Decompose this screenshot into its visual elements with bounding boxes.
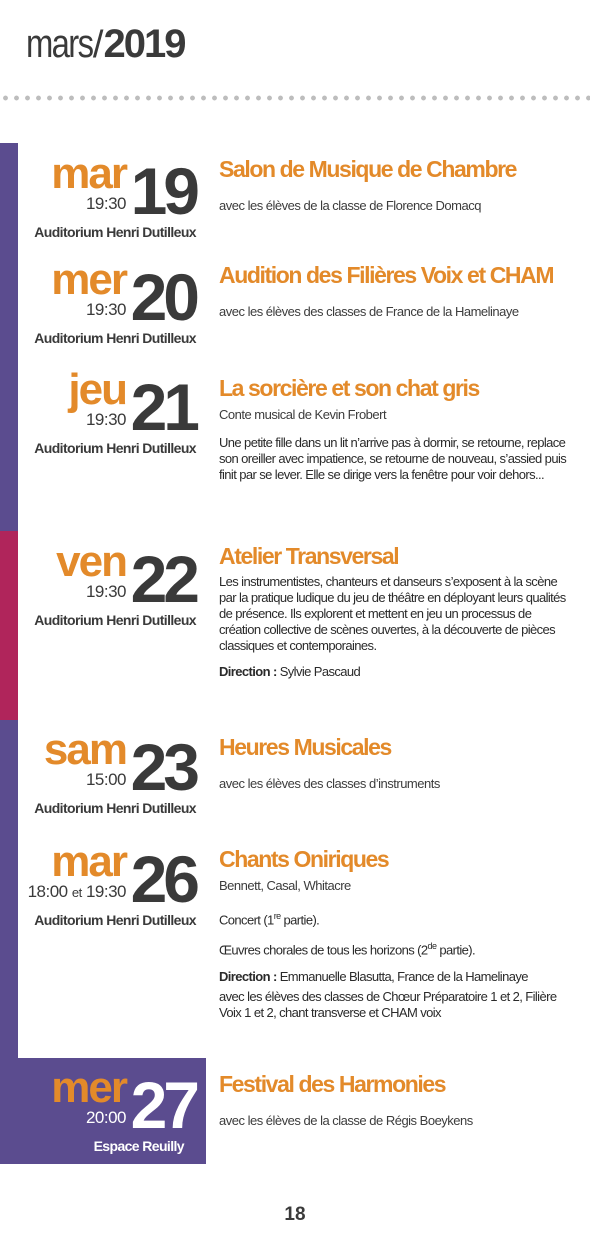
header-year: 2019 bbox=[103, 22, 185, 66]
event-time bbox=[28, 882, 126, 903]
day-number: 26 bbox=[130, 842, 196, 916]
event-direction bbox=[219, 664, 569, 680]
event-time-and: et bbox=[71, 885, 82, 900]
event-subtitle: avec les élèves des classes d’instruments bbox=[219, 776, 440, 791]
day-name: ven bbox=[56, 537, 126, 586]
event-subtitle: avec les élèves des classes de France de la Hamelinaye bbox=[219, 304, 519, 319]
event-subtitle: Bennett, Casal, Whitacre bbox=[219, 878, 351, 893]
day-number: 27 bbox=[130, 1068, 196, 1142]
date-block bbox=[0, 1063, 196, 1156]
event-description: Une petite fille dans un lit n’arrive pas à dormir, se retourne, replace son oreiller avec impatience, se retourne de nouveau, s’assied puis finit par se lever. Elle se dirige vers la fenêtre pour voir dehors... bbox=[219, 435, 567, 482]
event-title: Heures Musicales bbox=[219, 734, 391, 760]
date-block bbox=[0, 725, 196, 818]
day-name: mar bbox=[51, 837, 126, 886]
event-venue: Espace Reuilly bbox=[93, 1138, 184, 1154]
event-item bbox=[219, 542, 569, 680]
direction-names: Emmanuelle Blasutta, France de la Hamelinaye bbox=[279, 968, 528, 984]
event-item bbox=[219, 155, 569, 214]
day-number: 23 bbox=[130, 730, 196, 804]
event-item bbox=[219, 845, 569, 1021]
event-venue: Auditorium Henri Dutilleux bbox=[34, 800, 196, 816]
event-title: Salon de Musique de Chambre bbox=[219, 156, 517, 182]
event-time: 19:30 bbox=[85, 300, 126, 319]
direction-names: Sylvie Pascaud bbox=[279, 664, 361, 679]
header-separator: / bbox=[92, 24, 104, 66]
event-title: Audition des Filières Voix et CHAM bbox=[219, 262, 554, 288]
dotted-divider bbox=[0, 95, 590, 101]
concert-part-1: Concert (1re partie). bbox=[219, 911, 320, 928]
event-participants: avec les élèves des classes de Chœur Préparatoire 1 et 2, Filière Voix 1 et 2, chant transverse et CHAM voix bbox=[219, 988, 557, 1020]
date-block bbox=[0, 149, 196, 242]
day-number: 22 bbox=[130, 542, 196, 616]
event-venue: Auditorium Henri Dutilleux bbox=[34, 440, 196, 456]
page-number: 18 bbox=[284, 1204, 306, 1225]
day-number: 21 bbox=[130, 370, 196, 444]
event-direction bbox=[219, 969, 569, 985]
event-item bbox=[219, 1070, 569, 1129]
day-number: 20 bbox=[130, 260, 196, 334]
event-subtitle: Conte musical de Kevin Frobert bbox=[219, 407, 387, 422]
day-name: jeu bbox=[68, 365, 126, 414]
event-title: Atelier Transversal bbox=[219, 543, 399, 569]
day-name: mar bbox=[51, 149, 126, 198]
event-time: 19:30 bbox=[85, 194, 126, 213]
event-item bbox=[219, 374, 569, 483]
event-subtitle: avec les élèves de la classe de Régis Boeykens bbox=[219, 1113, 473, 1128]
date-block bbox=[0, 255, 196, 348]
day-name: mer bbox=[51, 1063, 126, 1112]
header-month: mars bbox=[26, 22, 93, 66]
event-title: Festival des Harmonies bbox=[219, 1071, 446, 1097]
event-time-start: 18:00 bbox=[27, 882, 68, 901]
direction-label: Direction : bbox=[219, 664, 277, 679]
event-subtitle: avec les élèves de la classe de Florence Domacq bbox=[219, 198, 481, 213]
event-title: La sorcière et son chat gris bbox=[219, 375, 479, 401]
event-item bbox=[219, 261, 569, 320]
day-name: mer bbox=[51, 255, 126, 304]
event-venue: Auditorium Henri Dutilleux bbox=[34, 224, 196, 240]
date-block bbox=[0, 365, 196, 458]
date-block bbox=[0, 837, 196, 930]
event-time: 15:00 bbox=[85, 770, 126, 789]
event-time: 20:00 bbox=[85, 1108, 126, 1127]
event-description: Les instrumentistes, chanteurs et danseurs s’exposent à la scène par la pratique ludique du jeu de théâtre en déployant leurs qualités de présence. Ils explorent et mettent en jeu un processus de création collective de scènes ouvertes, à la découverte de pièces classiques et contemporaines. bbox=[219, 574, 566, 653]
day-number: 19 bbox=[130, 154, 196, 228]
event-venue: Auditorium Henri Dutilleux bbox=[34, 612, 196, 628]
concert-part-2: Œuvres chorales de tous les horizons (2de partie). bbox=[219, 941, 476, 958]
event-venue: Auditorium Henri Dutilleux bbox=[34, 912, 196, 928]
event-time: 19:30 bbox=[85, 410, 126, 429]
event-item bbox=[219, 733, 569, 792]
page-header bbox=[26, 22, 184, 74]
event-venue: Auditorium Henri Dutilleux bbox=[34, 330, 196, 346]
direction-label: Direction : bbox=[219, 968, 277, 984]
date-block bbox=[0, 537, 196, 630]
day-name: sam bbox=[43, 725, 126, 774]
event-time-end: 19:30 bbox=[85, 882, 126, 901]
event-title: Chants Oniriques bbox=[219, 846, 389, 872]
event-time: 19:30 bbox=[85, 582, 126, 601]
